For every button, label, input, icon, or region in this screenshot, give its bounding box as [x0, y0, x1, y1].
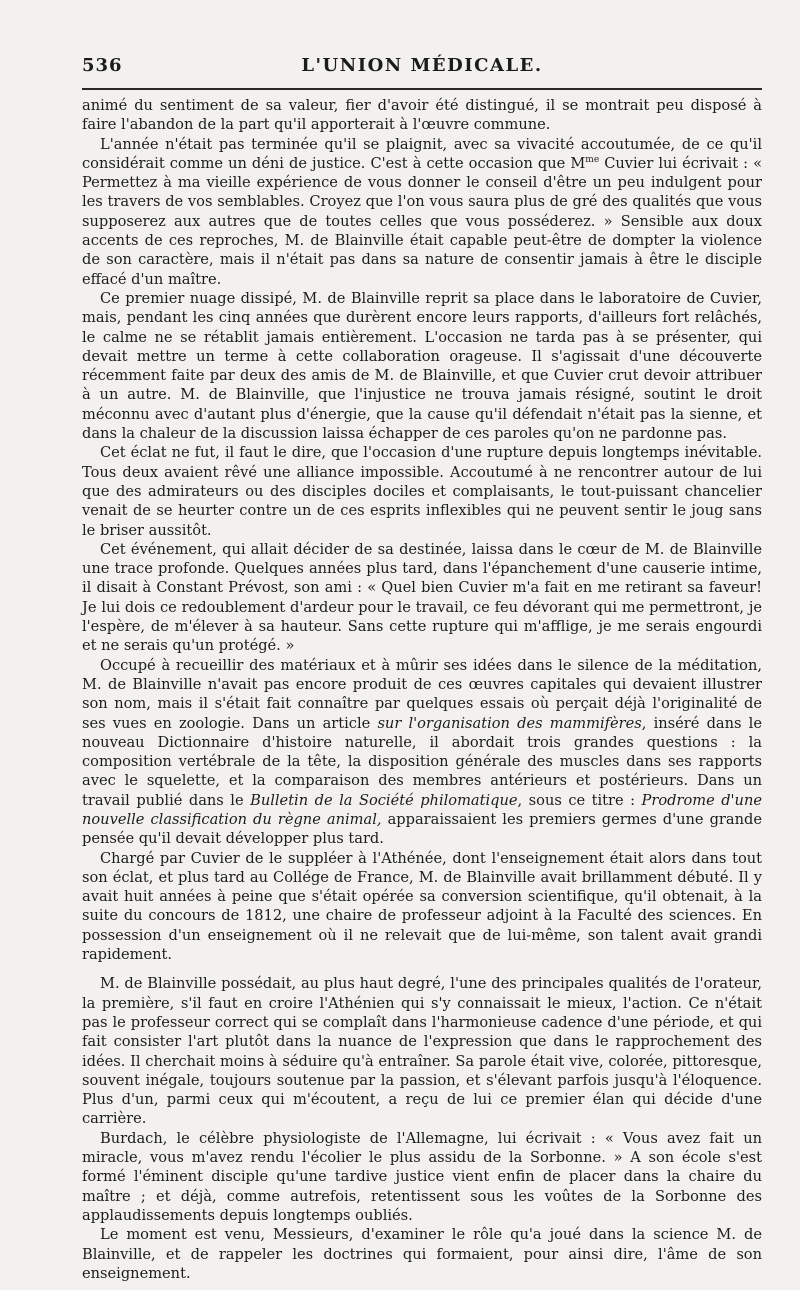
paragraph-2: [82, 135, 762, 289]
paragraph-6-text-c: , sous ce titre :: [517, 791, 642, 809]
paragraph-6-text-d: apparaissaient les premiers germes d'une grande pensée qu'il devait développer plus tard.: [82, 810, 762, 848]
superscript-me: me: [585, 155, 600, 166]
paragraph-2-text-a: L'année n'était pas terminée qu'il se plaignit, avec sa vivacité accoutumée, de ce qu'il considérait comme un déni de justice. C'est à cette occasion que M: [82, 135, 762, 172]
paragraph-9: Burdach, le célèbre physiologiste de l'Allemagne, lui écrivait : « Vous avez fait un miracle, vous m'avez rendu l'écolier le plus assidu de la Sorbonne. » A son école s'est formé l'éminent disciple qu'une tardive justice vient enfin de placer dans la chaire du maître ; et déjà, comme autrefois, retentissent sous les voûtes de la Sorbonne des applaudissements depuis longtemps oubliés.: [82, 1129, 762, 1224]
paragraph-6-text-b: , inséré dans le nouveau Dictionnaire d'histoire naturelle, il abordait trois grandes questions : la composition vertébrale de la tête, la disposition générale des muscles dans ses rapports avec le squelette, et la comparaison des membres antérieurs et postérieurs. Dans un travail publié dans le: [82, 714, 762, 809]
paragraph-2-text-b: Cuvier lui écrivait : « Permettez à ma vieille expérience de vous donner le conseil d'être un peu indulgent pour les travers de vos semblables. Croyez que l'on vous saura plus de gré des qualités que vous supposerez aux autres que de toutes celles que vous posséderez. » Sensible aux doux accents de ces reproches, M. de Blainville était capable peut-être de dompter la violence de son caractère, mais il n'était pas dans sa nature de consentir jamais à être le disciple effacé d'un maître.: [82, 154, 763, 288]
paragraph-1: animé du sentiment de sa valeur, fier d'avoir été distingué, il se montrait peu disposé à faire l'abandon de la part qu'il apporterait à l'œuvre commune.: [82, 97, 762, 134]
paragraph-6: [82, 656, 762, 849]
paragraph-3: Ce premier nuage dissipé, M. de Blainville reprit sa place dans le laboratoire de Cuvier, mais, pendant les cinq années que durèrent encore leurs rapports, d'ailleurs fort relâchés, le calme ne se rétablit jamais entièrement. L'occasion ne tarda pas à se présenter, qui devait mettre un terme à cette collaboration orageuse. Il s'agissait d'une découverte récemment faite par deux des amis de M. de Blainville, et que Cuvier crut devoir attribuer à un autre. M. de Blainville, que l'injustice ne trouva jamais résigné, soutint le droit méconnu avec d'autant plus d'énergie, que la cause qu'il défendait n'était pas la sienne, et dans la chaleur de la discussion laissa échapper de ces paroles qu'on ne pardonne pas.: [82, 289, 762, 443]
paragraph-4: Cet éclat ne fut, il faut le dire, que l'occasion d'une rupture depuis longtemps inévitable. Tous deux avaient rêvé une alliance impossible. Accoutumé à ne rencontrer autour de lui que des admirateurs ou des disciples dociles et complaisants, le tout-puissant chancelier venait de se heurter contre un de ces esprits inflexibles qui ne peuvent sentir le joug sans le briser aussitôt.: [82, 444, 762, 539]
italic-title-organisation: sur l'organisation des mammifères: [377, 714, 642, 732]
journal-title: L'UNION MÉDICALE.: [301, 55, 543, 76]
italic-title-bulletin: Bulletin de la Société philomatique: [250, 791, 518, 809]
paragraph-8: M. de Blainville possédait, au plus haut degré, l'une des principales qualités de l'orateur, la première, s'il faut en croire l'Athénien qui s'y connaissait le mieux, l'action. Ce n'était pas le professeur correct qui se complaît dans l'harmonieuse cadence d'une période, et qui fait consister l'art plutôt dans la nuance de l'expression que dans le rapprochement des idées. Il cherchait moins à séduire qu'à entraîner. Sa parole était vive, colorée, pittoresque, souvent inégale, toujours soutenue par la passion, et s'élevant parfois jusqu'à l'éloquence. Plus d'un, parmi ceux qui m'écoutent, a reçu de lui ce premier élan qui décide d'une carrière.: [82, 975, 762, 1128]
article-body: [82, 96, 762, 1283]
paragraph-10: Le moment est venu, Messieurs, d'examiner le rôle qu'a joué dans la science M. de Blainville, et de rappeler les doctrines qui formaient, pour ainsi dire, l'âme de son enseignement.: [82, 1226, 762, 1282]
paragraph-6-text-a: Occupé à recueillir des matériaux et à mûrir ses idées dans le silence de la méditation, M. de Blainville n'avait pas encore produit de ces œuvres capitales qui devaient illustrer son nom, mais il s'était fait connaître par quelques essais où perçait déjà l'originalité de ses vues en zoologie. Dans un article: [82, 656, 762, 732]
page-header: [82, 55, 762, 89]
paragraph-5: Cet événement, qui allait décider de sa destinée, laissa dans le cœur de M. de Blainville une trace profonde. Quelques années plus tard, dans l'épanchement d'une causerie intime, il disait à Constant Prévost, son ami : « Quel bien Cuvier m'a fait en me retirant sa faveur! Je lui dois ce redoublement d'ardeur pour le travail, ce feu dévorant qui me permettront, je l'espère, de m'élever à sa hauteur. Sans cette rupture qui m'afflige, je me serais engourdi et ne serais qu'un protégé. »: [82, 540, 762, 655]
italic-title-prodrome: Prodrome d'une nouvelle classification du règne animal,: [82, 791, 762, 828]
header-rule: [82, 88, 762, 90]
page-number: 536: [82, 55, 123, 76]
paragraph-7: Chargé par Cuvier de le suppléer à l'Athénée, dont l'enseignement était alors dans tout son éclat, et plus tard au Collége de France, M. de Blainville avait brillamment débuté. Il y avait huit années à peine que s'était opérée sa conversion scientifique, qu'il obtenait, à la suite du concours de 1812, une chaire de professeur adjoint à la Faculté des sciences. En possession d'un enseignement où il ne relevait que de lui-même, son talent avait grandi rapidement.: [82, 849, 762, 964]
